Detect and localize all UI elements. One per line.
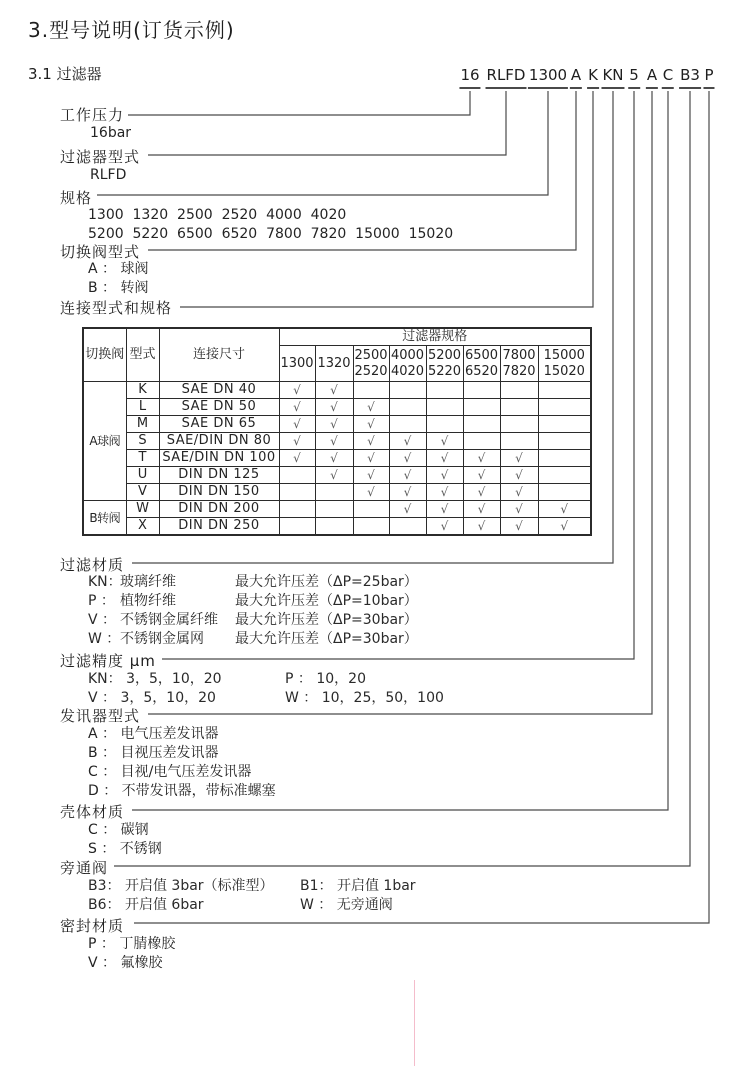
- check-cell: [538, 484, 591, 501]
- size-cell: SAE/DIN DN 100: [159, 450, 279, 467]
- spec-col-header: 15000 15020: [538, 346, 591, 382]
- detail-line: B3： 开启值 3bar（标准型） B1： 开启值 1bar: [88, 878, 416, 894]
- size-cell: DIN DN 200: [159, 501, 279, 518]
- size-cell: SAE/DIN DN 80: [159, 433, 279, 450]
- section-label: 发讯器型式: [60, 707, 141, 725]
- type-cell: S: [126, 433, 159, 450]
- check-cell: [538, 433, 591, 450]
- spec-col-header: 6500 6520: [463, 346, 500, 382]
- valve-group-cell: B转阀: [83, 501, 126, 536]
- check-cell: [389, 382, 426, 399]
- section-filter-material-body: [88, 573, 418, 649]
- check-cell: √: [315, 399, 353, 416]
- section-working-pressure-body: [90, 124, 131, 143]
- section-filtration-rating: [60, 650, 156, 671]
- check-cell: [389, 518, 426, 536]
- check-cell: [538, 382, 591, 399]
- check-cell: [353, 382, 389, 399]
- check-cell: √: [353, 416, 389, 433]
- header-spec-group: 过滤器规格: [279, 328, 591, 346]
- check-cell: [463, 433, 500, 450]
- detail-line: 5200 5220 6500 6520 7800 7820 15000 15020: [88, 226, 454, 242]
- section-size: [60, 187, 92, 208]
- page-title: 3.型号说明(订货示例): [28, 18, 235, 42]
- model-code-segment: 16: [459, 66, 480, 89]
- section-switch-valve-type: [60, 241, 140, 262]
- section-housing-material-body: [88, 821, 162, 859]
- check-cell: √: [279, 399, 315, 416]
- check-cell: [500, 399, 538, 416]
- spec-col-header: 5200 5220: [426, 346, 463, 382]
- section-label: 旁通阀: [60, 859, 109, 877]
- model-code-segment: C: [662, 66, 674, 89]
- spec-col-header: 1300: [279, 346, 315, 382]
- size-cell: SAE DN 40: [159, 382, 279, 399]
- check-cell: √: [279, 416, 315, 433]
- check-cell: [353, 501, 389, 518]
- check-cell: [538, 467, 591, 484]
- check-cell: √: [538, 518, 591, 536]
- check-cell: √: [315, 450, 353, 467]
- check-cell: [389, 399, 426, 416]
- check-cell: [279, 467, 315, 484]
- check-cell: √: [500, 450, 538, 467]
- model-code-segment: B3: [679, 66, 701, 89]
- model-code-segment: K: [587, 66, 599, 89]
- model-code-segment: KN: [601, 66, 624, 89]
- check-cell: √: [463, 450, 500, 467]
- type-cell: T: [126, 450, 159, 467]
- check-cell: √: [389, 450, 426, 467]
- detail-line: D ： 不带发讯器，带标准螺塞: [88, 783, 276, 799]
- section-label: 切换阀型式: [60, 243, 141, 261]
- check-cell: √: [389, 501, 426, 518]
- type-cell: U: [126, 467, 159, 484]
- check-cell: [279, 518, 315, 536]
- check-cell: √: [500, 518, 538, 536]
- type-cell: V: [126, 484, 159, 501]
- section-label: 过滤材质: [60, 556, 125, 574]
- detail-line: KN： 玻璃纤维 最大允许压差（ΔP=25bar）: [88, 574, 418, 590]
- model-code-segment: A: [570, 66, 582, 89]
- check-cell: √: [389, 467, 426, 484]
- table-row: [83, 382, 591, 399]
- check-cell: [315, 484, 353, 501]
- check-cell: √: [279, 433, 315, 450]
- check-cell: √: [463, 467, 500, 484]
- section-connection: [60, 297, 172, 318]
- table-row: [83, 501, 591, 518]
- check-cell: [500, 382, 538, 399]
- check-cell: [426, 382, 463, 399]
- detail-line: B ： 目视压差发讯器: [88, 745, 219, 761]
- model-code-segment: A: [646, 66, 658, 89]
- model-code-segment: RLFD: [486, 66, 527, 89]
- model-code-segment: 1300: [528, 66, 568, 89]
- table-row: [83, 416, 591, 433]
- check-cell: [279, 484, 315, 501]
- check-cell: √: [353, 450, 389, 467]
- check-cell: [500, 433, 538, 450]
- detail-line: W ： 不锈钢金属网 最大允许压差（ΔP=30bar）: [88, 631, 418, 647]
- check-cell: [353, 518, 389, 536]
- detail-line: C ： 目视/电气压差发讯器: [88, 764, 252, 780]
- section-label: 过滤精度 μm: [60, 652, 156, 670]
- type-cell: K: [126, 382, 159, 399]
- page-subtitle: 3.1 过滤器: [28, 65, 102, 83]
- check-cell: √: [463, 518, 500, 536]
- header-connection-size: 连接尺寸: [159, 328, 279, 382]
- size-cell: DIN DN 125: [159, 467, 279, 484]
- check-cell: √: [463, 484, 500, 501]
- table-row: [83, 484, 591, 501]
- check-cell: √: [500, 484, 538, 501]
- section-indicator-type-body: [88, 725, 276, 801]
- type-cell: M: [126, 416, 159, 433]
- check-cell: [500, 416, 538, 433]
- header-type: 型式: [126, 328, 159, 382]
- type-cell: W: [126, 501, 159, 518]
- spec-col-header: 1320: [315, 346, 353, 382]
- check-cell: √: [426, 501, 463, 518]
- model-code: [0, 66, 750, 92]
- check-cell: √: [463, 501, 500, 518]
- check-cell: [463, 416, 500, 433]
- check-cell: √: [426, 433, 463, 450]
- model-code-segment: P: [703, 66, 714, 89]
- section-bypass-valve: [60, 857, 108, 878]
- check-cell: [538, 416, 591, 433]
- check-cell: √: [279, 382, 315, 399]
- check-cell: [389, 416, 426, 433]
- section-label: 连接型式和规格: [60, 299, 173, 317]
- detail-line: A ： 球阀: [88, 261, 149, 277]
- detail-line: RLFD: [90, 167, 127, 183]
- table-row: [83, 518, 591, 536]
- detail-line: P ： 植物纤维 最大允许压差（ΔP=10bar）: [88, 593, 418, 609]
- table-header-row: [83, 328, 591, 346]
- section-indicator-type: [60, 705, 140, 726]
- check-cell: [315, 501, 353, 518]
- section-housing-material: [60, 801, 124, 822]
- section-label: 壳体材质: [60, 803, 125, 821]
- detail-line: V ： 不锈钢金属纤维 最大允许压差（ΔP=30bar）: [88, 612, 418, 628]
- check-cell: √: [500, 467, 538, 484]
- check-cell: √: [538, 501, 591, 518]
- check-cell: √: [353, 467, 389, 484]
- detail-line: B ： 转阀: [88, 280, 149, 296]
- table-row: [83, 399, 591, 416]
- check-cell: √: [315, 416, 353, 433]
- detail-line: V ： 氟橡胶: [88, 955, 163, 971]
- detail-line: P ： 丁腈橡胶: [88, 936, 176, 952]
- section-label: 工作压力: [60, 106, 125, 124]
- valve-group-cell: A球阀: [83, 382, 126, 501]
- type-cell: X: [126, 518, 159, 536]
- detail-line: 16bar: [90, 125, 132, 141]
- check-cell: √: [426, 450, 463, 467]
- section-filter-type: [60, 146, 140, 167]
- check-cell: √: [353, 484, 389, 501]
- section-filtration-rating-body: [88, 670, 444, 708]
- check-cell: √: [426, 467, 463, 484]
- check-cell: [463, 399, 500, 416]
- check-cell: [538, 450, 591, 467]
- size-cell: DIN DN 250: [159, 518, 279, 536]
- check-cell: √: [315, 467, 353, 484]
- section-switch-valve-body: [88, 260, 149, 298]
- detail-line: KN： 3，5，10，20 P ： 10，20: [88, 671, 366, 687]
- check-cell: [463, 382, 500, 399]
- detail-line: V ： 3，5，10，20 W ： 10，25，50，100: [88, 690, 444, 706]
- size-cell: SAE DN 50: [159, 399, 279, 416]
- check-cell: √: [315, 382, 353, 399]
- section-filter-material: [60, 554, 124, 575]
- check-cell: √: [426, 484, 463, 501]
- spec-col-header: 2500 2520: [353, 346, 389, 382]
- check-cell: √: [389, 433, 426, 450]
- table-row: [83, 450, 591, 467]
- check-cell: √: [353, 433, 389, 450]
- model-code-segment: 5: [628, 66, 640, 89]
- detail-line: A ： 电气压差发讯器: [88, 726, 219, 742]
- detail-line: B6： 开启值 6bar W ： 无旁通阀: [88, 897, 393, 913]
- check-cell: [315, 518, 353, 536]
- section-label: 规格: [60, 189, 93, 207]
- spec-col-header: 7800 7820: [500, 346, 538, 382]
- check-cell: √: [315, 433, 353, 450]
- check-cell: √: [389, 484, 426, 501]
- check-cell: √: [500, 501, 538, 518]
- detail-line: 1300 1320 2500 2520 4000 4020: [88, 207, 347, 223]
- check-cell: [538, 399, 591, 416]
- check-cell: √: [426, 518, 463, 536]
- size-cell: DIN DN 150: [159, 484, 279, 501]
- detail-line: S ： 不锈钢: [88, 841, 162, 857]
- check-cell: [426, 416, 463, 433]
- check-cell: √: [353, 399, 389, 416]
- section-filter-type-body: [90, 166, 126, 185]
- section-seal-material-body: [88, 935, 175, 973]
- page-divider-line: [414, 980, 415, 1066]
- size-cell: SAE DN 65: [159, 416, 279, 433]
- section-working-pressure: [60, 104, 124, 125]
- connection-spec-table: [82, 327, 592, 536]
- check-cell: [426, 399, 463, 416]
- section-label: 密封材质: [60, 917, 125, 935]
- section-label: 过滤器型式: [60, 148, 141, 166]
- section-size-body: [88, 206, 453, 244]
- check-cell: [279, 501, 315, 518]
- section-seal-material: [60, 915, 124, 936]
- section-bypass-valve-body: [88, 877, 416, 915]
- spec-col-header: 4000 4020: [389, 346, 426, 382]
- header-switch-valve: 切换阀: [83, 328, 126, 382]
- detail-line: C ： 碳钢: [88, 822, 149, 838]
- type-cell: L: [126, 399, 159, 416]
- table-row: [83, 433, 591, 450]
- check-cell: √: [279, 450, 315, 467]
- table-row: [83, 467, 591, 484]
